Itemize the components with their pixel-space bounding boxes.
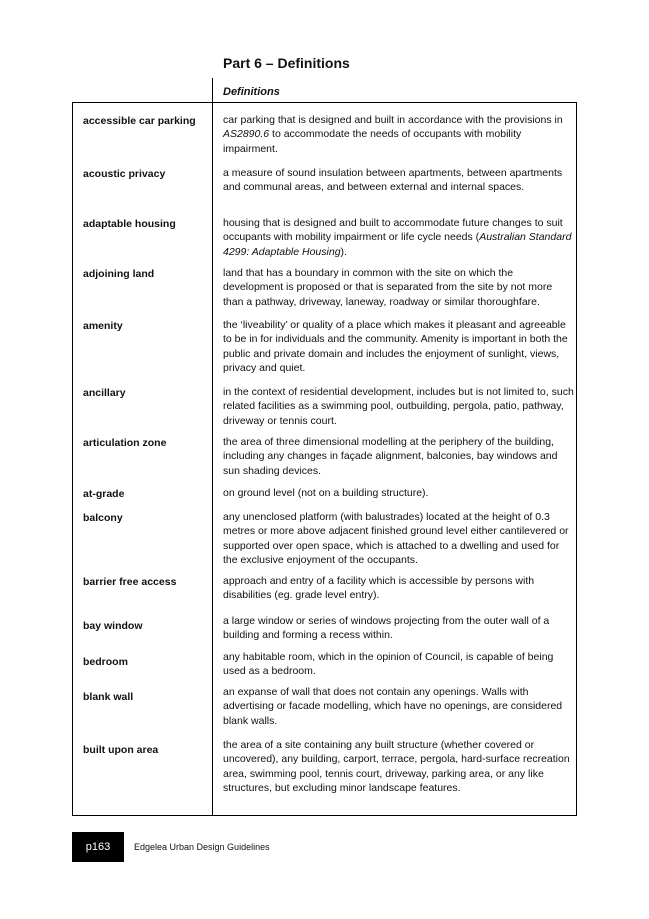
definition-text — [223, 614, 575, 643]
definition-text — [223, 510, 575, 567]
definition-term: accessible car parking — [83, 115, 196, 127]
definition-term: adjoining land — [83, 268, 155, 280]
footer-document-title: Edgelea Urban Design Guidelines — [134, 842, 270, 852]
definition-text-segment: a large window or series of windows projecting from the outer wall of a building and forming a recess within. — [223, 615, 550, 642]
definition-text — [223, 486, 575, 500]
definitions-table — [72, 102, 577, 816]
column-divider — [212, 103, 213, 815]
definition-term: bay window — [83, 620, 143, 632]
definition-text — [223, 266, 575, 309]
definition-text — [223, 318, 575, 375]
definition-text-segment: the area of a site containing any built structure (whether covered or uncovered), any building, carport, terrace, pergola, hard-surface recreation area, swimming pool, tennis court, driveway, parking area, or any like structures, but excluding minor landscape features. — [223, 739, 570, 794]
definition-text-segment: ). — [340, 245, 347, 258]
definition-text — [223, 650, 575, 679]
definition-term: blank wall — [83, 691, 134, 703]
definition-text-segment: land that has a boundary in common with the site on which the development is proposed or that is separated from the site by not more than a pathway, driveway, laneway, roadway or similar thoroughfare. — [223, 267, 553, 308]
definition-text — [223, 574, 575, 603]
definition-text-segment: approach and entry of a facility which is accessible by persons with disabilities (eg. grade level entry). — [223, 575, 535, 602]
definition-term: amenity — [83, 320, 123, 332]
definition-text-segment: the area of three dimensional modelling at the periphery of the building, including any changes in façade alignment, balconies, bay windows and sun shading devices. — [223, 436, 558, 477]
definition-term: adaptable housing — [83, 218, 176, 230]
definition-term: barrier free access — [83, 576, 177, 588]
definition-term: balcony — [83, 512, 123, 524]
definition-text-segment: car parking that is designed and built in accordance with the provisions in — [223, 114, 563, 126]
column-divider-top — [212, 78, 213, 102]
definition-text-segment: on ground level (not on a building structure). — [223, 487, 429, 499]
definition-text — [223, 166, 575, 195]
definition-term: built upon area — [83, 744, 159, 756]
definition-text — [223, 435, 575, 478]
definition-text — [223, 385, 575, 428]
definition-term: acoustic privacy — [83, 168, 166, 180]
definition-term: bedroom — [83, 656, 128, 668]
definition-text-segment: any unenclosed platform (with balustrades) located at the height of 0.3 metres or more above adjacent finished ground level either cantilevered or supported over open space, which is attached to a dwelling and used for the exclusive enjoyment of the occupants. — [223, 511, 569, 566]
definition-citation: AS2890.6 — [223, 128, 270, 141]
definition-text — [223, 738, 575, 795]
definition-text-segment: the ‘liveability’ or quality of a place which makes it pleasant and agreeable to be in for individuals and the community. Amenity is important in both the public and private domain and includes the enjoyment of sunlight, views, privacy and quiet. — [223, 319, 568, 374]
definition-term: articulation zone — [83, 437, 167, 449]
definition-text-segment: housing that is designed and built to accommodate future changes to suit occupants with mobility impairment or life cycle needs ( — [223, 217, 563, 244]
definition-text — [223, 216, 575, 259]
definition-text — [223, 113, 575, 156]
page-number-badge: p163 — [72, 832, 124, 862]
page-title: Part 6 – Definitions — [223, 55, 350, 71]
definition-citation: Australian Standard 4299: Adaptable Housing — [223, 231, 572, 258]
definition-text-segment: a measure of sound insulation between apartments, between apartments and communal areas, and between external and internal spaces. — [223, 167, 563, 194]
definition-term: at-grade — [83, 488, 125, 500]
definition-text-segment: in the context of residential development, includes but is not limited to, such related facilities as a swimming pool, outbuilding, pergola, patio, pathway, driveway or tennis court. — [223, 386, 574, 427]
definition-text-segment: an expanse of wall that does not contain any openings. Walls with advertising or facade modelling, which have no openings, are considered blank walls. — [223, 686, 563, 727]
definitions-header: Definitions — [223, 86, 280, 98]
definition-text-segment: any habitable room, which in the opinion of Council, is capable of being used as a bedroom. — [223, 651, 554, 678]
definition-text — [223, 685, 575, 728]
definition-text-segment: to accommodate the needs of occupants with mobility impairment. — [223, 128, 522, 155]
definition-term: ancillary — [83, 387, 126, 399]
